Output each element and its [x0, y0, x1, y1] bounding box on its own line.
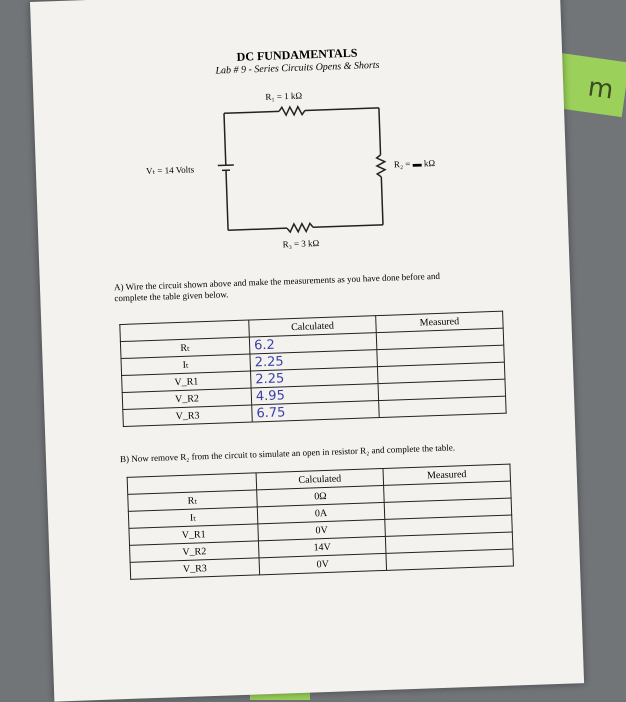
resistor-r3	[287, 223, 313, 232]
measured-value[interactable]	[379, 396, 507, 417]
calculated-value[interactable]: 6.2	[249, 333, 377, 354]
resistor-r2	[377, 155, 386, 177]
section-a-table	[119, 311, 506, 427]
row-label: Iₜ	[121, 354, 251, 375]
row-label: Rₜ	[120, 337, 250, 358]
header-measured: Measured	[376, 311, 504, 332]
row-label: V_R1	[122, 371, 252, 392]
row-label: V_R2	[122, 388, 252, 409]
calculated-value[interactable]: 14V	[258, 536, 386, 557]
measured-value[interactable]	[386, 549, 514, 570]
row-label: Iₜ	[128, 507, 258, 528]
vt-label: Vₜ = 14 Volts	[146, 164, 195, 177]
wire-right-top	[379, 108, 381, 155]
section-b-instruction: B) Now remove R₂ from the circuit to simulate an open in resistor R₂ and complete the table.	[120, 440, 520, 465]
calculated-value[interactable]: 4.95	[251, 384, 379, 405]
calculated-value[interactable]: 2.25	[250, 350, 378, 371]
wire-bottom-left	[228, 228, 287, 230]
r3-label: R₃ = 3 kΩ	[282, 238, 319, 249]
calculated-value[interactable]: 0Ω	[257, 485, 385, 506]
calculated-value[interactable]: 6.75	[252, 401, 380, 422]
page-subtitle: Lab # 9 - Series Circuits Opens & Shorts	[32, 53, 562, 82]
wire-left-top	[224, 113, 226, 165]
calculated-value[interactable]: 0V	[258, 519, 386, 540]
resistor-r1	[279, 106, 305, 115]
calculated-value[interactable]: 0V	[259, 553, 387, 574]
row-label: V_R3	[130, 558, 260, 579]
calculated-value[interactable]: 2.25	[251, 367, 379, 388]
r2-label: R₂ = ▬ kΩ	[394, 158, 435, 169]
header-calculated: Calculated	[249, 316, 377, 337]
row-label: V_R2	[130, 541, 260, 562]
header-measured: Measured	[383, 464, 511, 485]
wire-top-left	[224, 111, 279, 113]
section-a-instruction: A) Wire the circuit shown above and make the measurements as you have done before and complete the table given below.	[114, 270, 475, 305]
wire-left-bottom	[226, 170, 228, 230]
row-label: Rₜ	[128, 490, 258, 511]
row-label: V_R1	[129, 524, 259, 545]
wire-right-bottom	[381, 177, 383, 225]
page-title: DC FUNDAMENTALS	[32, 38, 562, 71]
battery-plate-long	[218, 165, 234, 166]
wire-top-right	[305, 108, 379, 111]
wire-bottom-right	[313, 225, 383, 227]
worksheet-page	[30, 0, 584, 702]
row-label: V_R3	[123, 405, 253, 426]
marker-writing: m	[586, 72, 615, 105]
circuit-diagram	[30, 0, 569, 272]
section-b-table	[127, 464, 514, 580]
r1-label: R₁ = 1 kΩ	[265, 91, 302, 102]
header-calculated: Calculated	[256, 468, 384, 489]
calculated-value[interactable]: 0A	[257, 502, 385, 523]
